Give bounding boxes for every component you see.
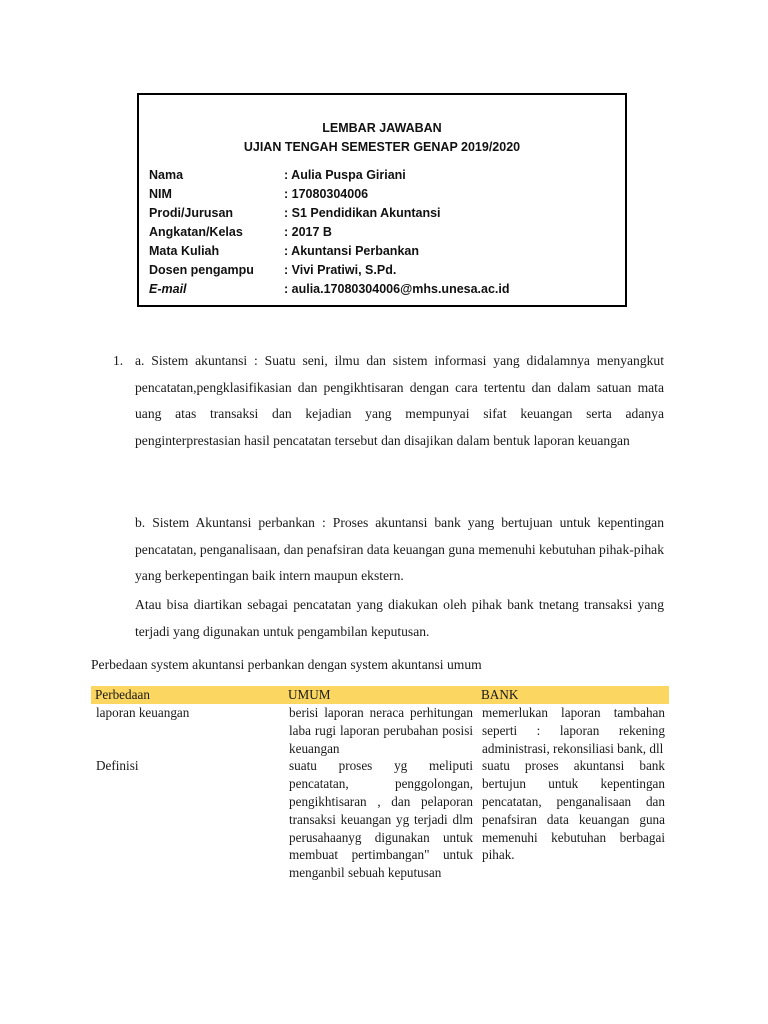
field-label-dosen: Dosen pengampu bbox=[149, 263, 254, 277]
row-label: Definisi bbox=[96, 758, 139, 774]
field-value-nama: : Aulia Puspa Giriani bbox=[284, 168, 406, 182]
field-value-email: : aulia.17080304006@mhs.unesa.ac.id bbox=[284, 282, 510, 296]
field-value-angkatan: : 2017 B bbox=[284, 225, 332, 239]
table-header-row bbox=[91, 686, 669, 704]
bank-cell: memerlukan laporan tambahan seperti : laporan rekening administrasi, rekonsiliasi bank, dll bbox=[482, 705, 665, 756]
field-label-email: E-mail bbox=[149, 282, 187, 296]
sheet-title: LEMBAR JAWABAN bbox=[322, 121, 442, 135]
field-label-nim: NIM bbox=[149, 187, 172, 201]
answer-part-a: a. Sistem akuntansi : Suatu seni, ilmu dan sistem informasi yang didalamnya menyangkut pencatatan,pengklasifikasian dan pengikhtisaran dengan cara tertentu dan dalam satuan mata uang atas transaksi dan kejadian yang mempunyai sifat keuangan serta adanya penginterprestasian hasil pencatatan tersebut dan disajikan dalam bentuk laporan keuangan bbox=[135, 353, 664, 448]
table-row bbox=[91, 704, 669, 757]
umum-cell: suatu proses yg meliputi pencatatan, penggolongan, pengikhtisaran , dan pelaporan transaksi keuangan yg terjadi dlm perusahaanyg digunakan untuk membuat pertimbangan" untuk menganbil sebuah keputusan bbox=[289, 758, 473, 881]
bank-cell: suatu proses akuntansi bank bertujun untuk kepentingan pencatatan, penganalisaan dan penafsiran data keuangan guna memenuhi kebutuhan berbagai pihak. bbox=[482, 758, 665, 863]
row-label: laporan keuangan bbox=[96, 705, 190, 720]
answer-sheet-header bbox=[137, 93, 627, 307]
comparison-caption: Perbedaan system akuntansi perbankan dengan system akuntansi umum bbox=[91, 657, 482, 672]
field-value-dosen: : Vivi Pratiwi, S.Pd. bbox=[284, 263, 397, 277]
question-number: 1. bbox=[113, 353, 124, 368]
field-label-nama: Nama bbox=[149, 168, 184, 182]
field-label-angkatan: Angkatan/Kelas bbox=[149, 225, 243, 239]
field-value-nim: : 17080304006 bbox=[284, 187, 369, 201]
answer-part-b-continued: Atau bisa diartikan sebagai pencatatan yang diakukan oleh pihak bank tnetang transaksi yang terjadi yang digunakan untuk pengambilan keputusan. bbox=[135, 597, 664, 639]
umum-cell: berisi laporan neraca perhitungan laba rugi laporan perubahan posisi keuangan bbox=[289, 705, 473, 756]
table-row bbox=[91, 757, 669, 882]
field-label-mata-kuliah: Mata Kuliah bbox=[149, 244, 220, 258]
field-label-prodi: Prodi/Jurusan bbox=[149, 206, 234, 220]
header-perbedaan: Perbedaan bbox=[91, 686, 284, 704]
field-value-prodi: : S1 Pendidikan Akuntansi bbox=[284, 206, 441, 220]
comparison-table bbox=[91, 686, 669, 882]
field-value-mata-kuliah: : Akuntansi Perbankan bbox=[284, 244, 419, 258]
header-umum: UMUM bbox=[284, 686, 477, 704]
exam-title: UJIAN TENGAH SEMESTER GENAP 2019/2020 bbox=[243, 140, 521, 154]
header-bank: BANK bbox=[477, 686, 669, 704]
answer-part-b: b. Sistem Akuntansi perbankan : Proses akuntansi bank yang bertujuan untuk kepentingan pencatatan, penganalisaan, dan penafsiran data keuangan guna memenuhi kebutuhan pihak-pihak yang berkepentingan baik intern maupun ekstern. bbox=[135, 515, 664, 583]
